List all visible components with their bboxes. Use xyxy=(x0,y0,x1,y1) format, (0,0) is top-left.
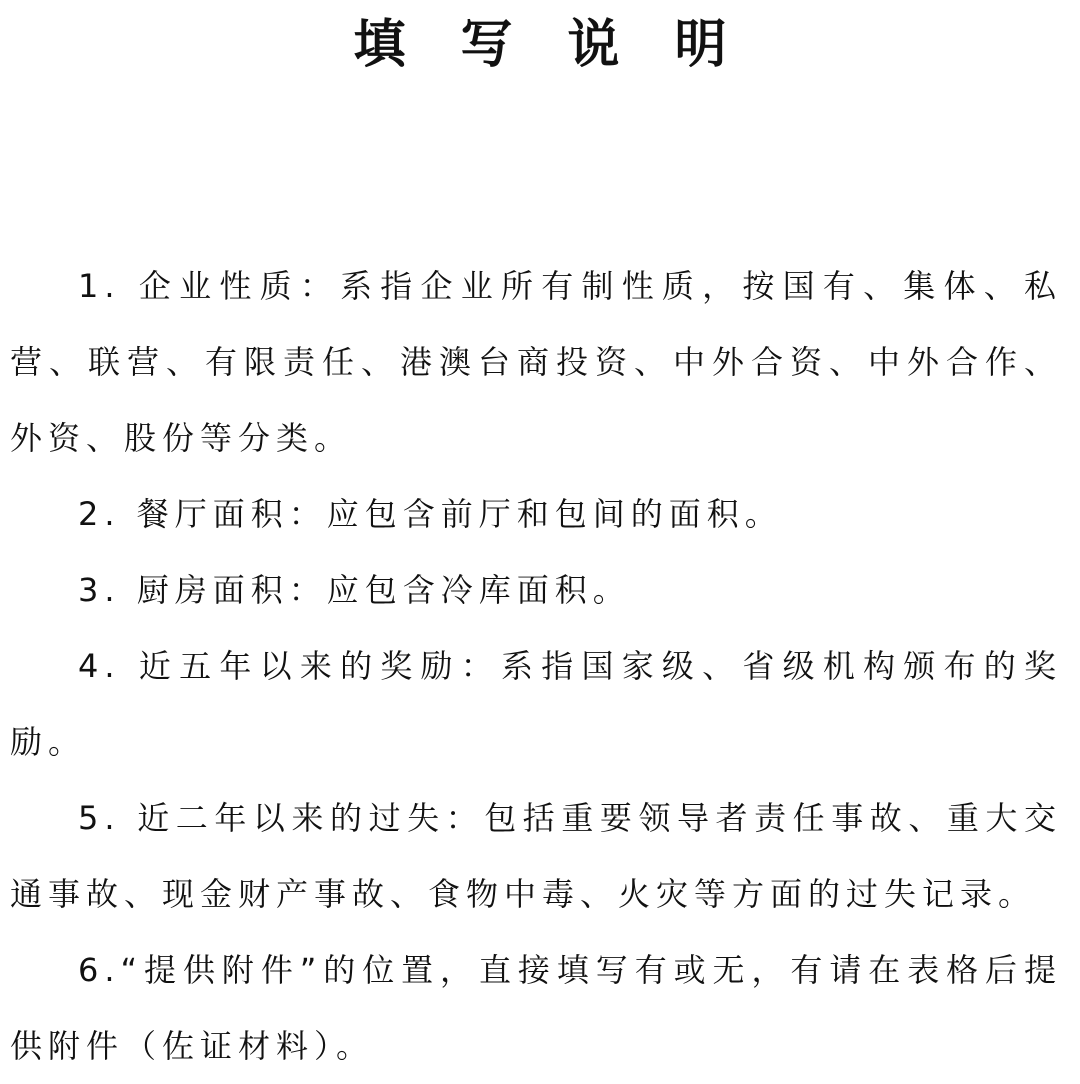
instruction-item-5: 5. 近二年以来的过失：包括重要领导者责任事故、重大交通事故、现金财产事故、食物中毒、火灾等方面的过失记录。 xyxy=(10,799,1062,913)
instruction-item-6: 6.“提供附件”的位置，直接填写有或无，有请在表格后提供附件（佐证材料）。 xyxy=(10,951,1062,1065)
instruction-item-2: 2. 餐厅面积：应包含前厅和包间的面积。 xyxy=(78,495,783,533)
instruction-item-1: 1. 企业性质：系指企业所有制性质，按国有、集体、私营、联营、有限责任、港澳台商投资、中外合资、中外合作、外资、股份等分类。 xyxy=(10,267,1062,457)
page-title: 填写说明 xyxy=(353,15,782,75)
instruction-item-4: 4. 近五年以来的奖励：系指国家级、省级机构颁布的奖励。 xyxy=(10,647,1062,761)
instructions-list xyxy=(10,248,1062,1084)
instruction-item-3: 3. 厨房面积：应包含冷库面积。 xyxy=(78,571,631,609)
